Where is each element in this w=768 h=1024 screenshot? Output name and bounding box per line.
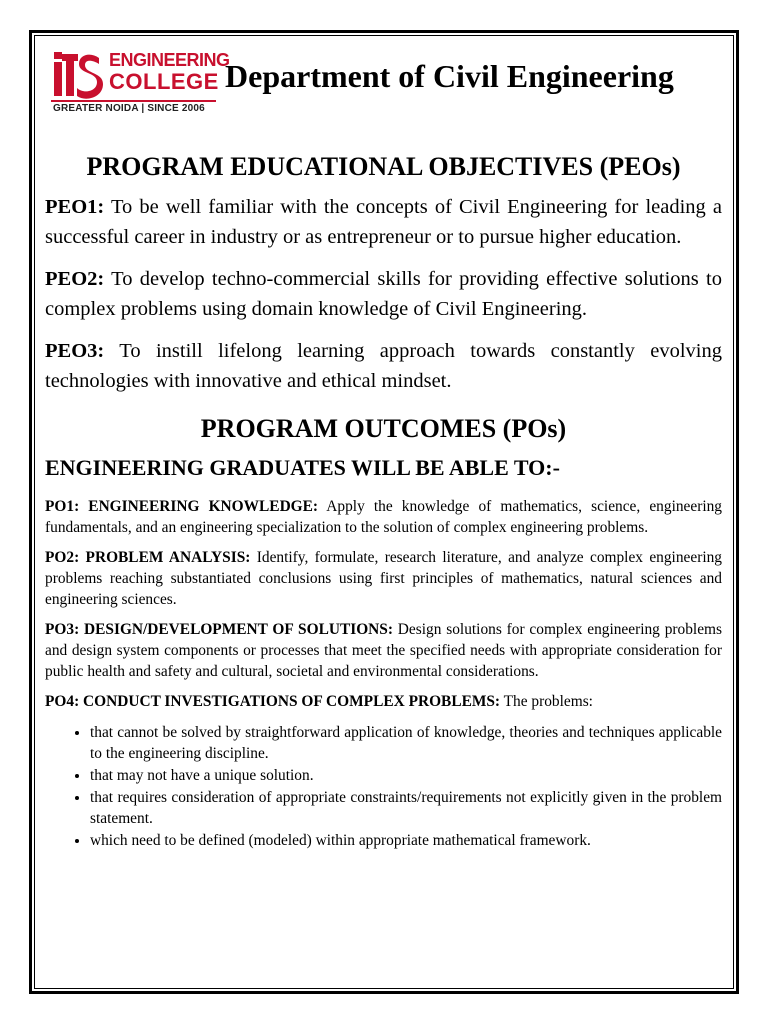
department-title: Department of Civil Engineering: [225, 58, 674, 94]
logo-engineering-text: ENGINEERING: [109, 50, 230, 70]
its-logo-mark-icon: [51, 48, 105, 104]
logo-college-text: COLLEGE: [109, 69, 219, 94]
po-item: [45, 619, 722, 682]
po-text: Design solutions for complex engineering problems and design system components or processes that meet the specified needs with appropriate consideration for public health and safety and cultural, societal and environmental considerations.: [45, 621, 722, 680]
peo-item: [45, 192, 722, 252]
po-text: Identify, formulate, research literature, and analyze complex engineering problems reaching substantiated conclusions using first principles of mathematics, natural sciences and engineering sciences.: [45, 549, 722, 608]
peo-item: [45, 264, 722, 324]
peo-label: PEO3:: [45, 340, 105, 362]
po-text: The problems:: [500, 693, 593, 710]
college-logo: [51, 44, 230, 122]
peo-text: To instill lifelong learning approach towards constantly evolving technologies with innovative and ethical mindset.: [45, 340, 722, 392]
list-item: • which need to be defined (modeled) within appropriate mathematical framework.: [90, 830, 722, 851]
peo-text: To be well familiar with the concepts of Civil Engineering for leading a successful career in industry or as entrepreneur or to pursue higher education.: [45, 196, 722, 248]
document-header: [45, 44, 722, 124]
po-label: PO3: DESIGN/DEVELOPMENT OF SOLUTIONS:: [45, 621, 393, 638]
peo-text: To develop techno-commercial skills for providing effective solutions to complex problems using domain knowledge of Civil Engineering.: [45, 268, 722, 320]
po-text: Apply the knowledge of mathematics, science, engineering fundamentals, and an engineering specialization to the solution of complex engineering problems.: [45, 498, 722, 536]
po-item: [45, 691, 722, 712]
po-item: [45, 547, 722, 610]
po-label: PO1: ENGINEERING KNOWLEDGE:: [45, 498, 319, 515]
peo-item: [45, 336, 722, 396]
peo-heading: PROGRAM EDUCATIONAL OBJECTIVES (PEOs): [86, 152, 681, 181]
peo-label: PEO2:: [45, 268, 105, 290]
logo-divider: [51, 100, 216, 102]
document-content: [45, 44, 722, 852]
po4-bullet-list: [45, 722, 722, 851]
po-item: [45, 496, 722, 538]
list-item: • that requires consideration of appropriate constraints/requirements not explicitly given in the problem statement.: [90, 787, 722, 829]
logo-tagline: GREATER NOIDA | SINCE 2006: [53, 103, 205, 114]
peo-label: PEO1:: [45, 196, 105, 218]
po-heading: PROGRAM OUTCOMES (POs): [200, 414, 567, 443]
po-label: PO2: PROBLEM ANALYSIS:: [45, 549, 251, 566]
list-item: • that cannot be solved by straightforward application of knowledge, theories and techniques applicable to the engineering discipline.: [90, 722, 722, 764]
list-item: • that may not have a unique solution.: [90, 765, 722, 786]
po-subheading: ENGINEERING GRADUATES WILL BE ABLE TO:-: [45, 455, 560, 480]
po-label: PO4: CONDUCT INVESTIGATIONS OF COMPLEX PROBLEMS:: [45, 693, 501, 710]
